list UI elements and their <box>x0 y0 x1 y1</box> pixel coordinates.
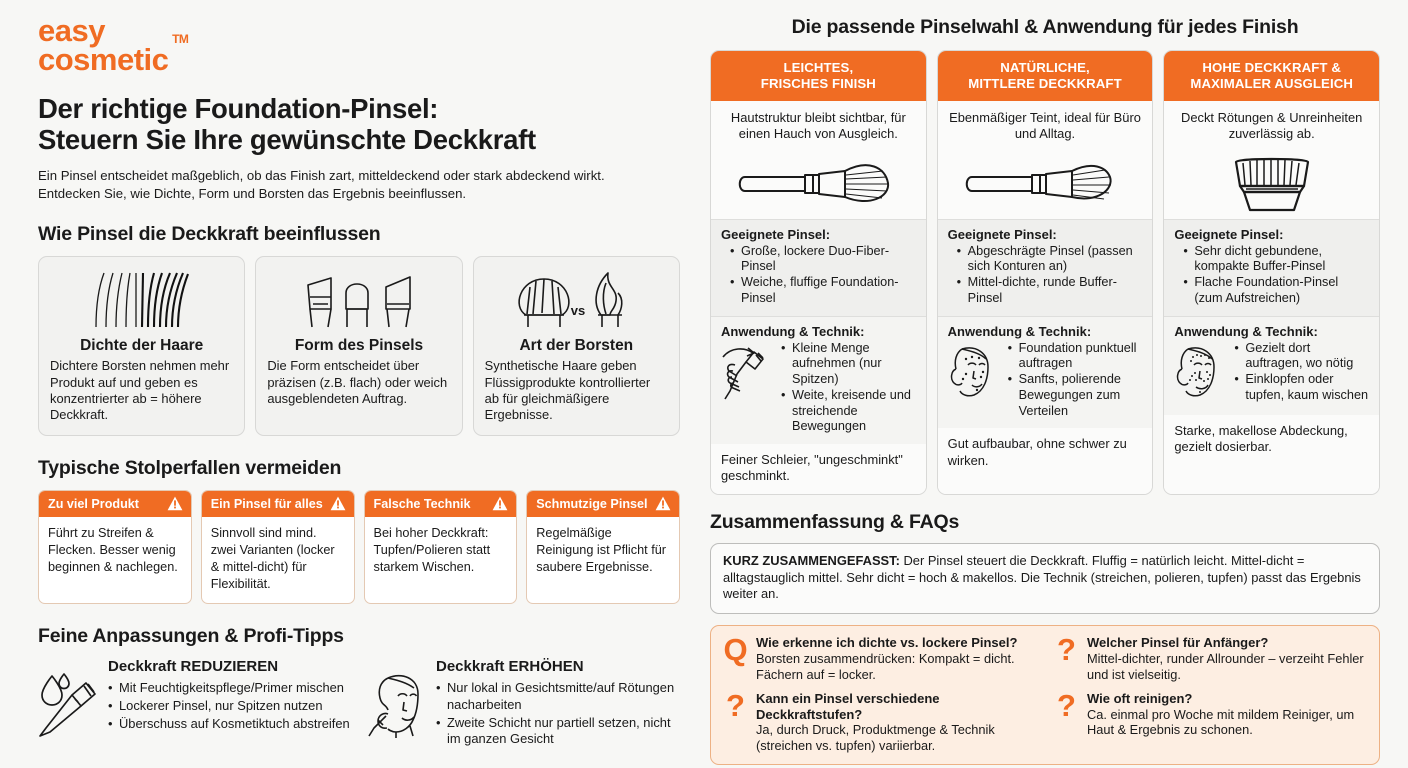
tip-reduce <box>38 658 352 749</box>
influence-card-bristle-type <box>473 256 680 436</box>
brush-item: • Abgeschrägte Pinsel (passen sich Konturen an) <box>957 244 1143 276</box>
finish-footer: Gut aufbaubar, ohne schwer zu wirken. <box>938 428 1153 493</box>
pitfall-title: Ein Pinsel für alles <box>210 496 323 511</box>
pitfall-card <box>201 490 355 604</box>
vs-label: vs <box>571 303 586 319</box>
finish-head-line-1: HOHE DECKKRAFT & <box>1202 60 1341 75</box>
technique-item: • Foundation punktuell auftragen <box>1008 341 1143 373</box>
finish-card-medium <box>937 50 1154 495</box>
faq-question: Wie erkenne ich dichte vs. lockere Pinsel? <box>756 635 1018 651</box>
technique-item: • Kleine Menge aufnehmen (nur Spitzen) <box>781 341 916 388</box>
tip-title: Deckkraft REDUZIEREN <box>108 658 279 675</box>
faq-item <box>1054 632 1367 682</box>
bristle-density-icon <box>50 267 233 329</box>
question-mark-icon: Q <box>723 632 748 668</box>
finish-subtitle: Deckt Rötungen & Unreinheiten zuverlässig ab. <box>1181 110 1363 142</box>
page-title-line-1: Der richtige Foundation-Pinsel: <box>38 93 439 125</box>
summary-box <box>710 543 1380 615</box>
technique-list <box>999 341 1143 420</box>
tips-row <box>38 658 680 749</box>
faq-question: Wie oft reinigen? <box>1087 691 1193 707</box>
technique-item: • Einklopfen oder tupfen, kaum wischen <box>1234 372 1369 404</box>
finish-subtitle: Hautstruktur bleibt sichtbar, für einen Hauch von Ausgleich. <box>730 110 906 142</box>
pitfall-title: Schmutzige Pinsel <box>536 496 648 511</box>
brushes-label: Geeignete Pinsel: <box>1174 226 1284 242</box>
finish-footer: Starke, makellose Abdeckung, gezielt dosierbar. <box>1164 415 1379 494</box>
pitfall-text: Regelmäßige Reinigung ist Pflicht für saubere Ergebnisse. <box>536 526 667 575</box>
finish-brushes-block <box>938 219 1153 316</box>
warning-triangle-icon <box>330 496 346 511</box>
tip-title: Deckkraft ERHÖHEN <box>436 658 584 675</box>
tip-bullet: • Mit Feuchtigkeitspflege/Primer mischen <box>108 680 350 697</box>
question-mark-icon: ? <box>1057 688 1076 724</box>
pitfalls-row <box>38 490 680 604</box>
pitfall-header <box>39 491 191 517</box>
brush-item: • Mittel-dichte, runde Buffer-Pinsel <box>957 275 1143 307</box>
technique-label: Anwendung & Technik: <box>721 323 865 339</box>
fluffy-brush-icon <box>711 147 926 219</box>
finish-technique-block <box>711 316 926 445</box>
technique-item: • Sanfts, polierende Bewegungen zum Verteilen <box>1008 372 1143 419</box>
finish-head-line-2: MITTLERE DECKKRAFT <box>968 75 1122 91</box>
tip-bullet: • Überschuss auf Kosmetiktuch abstreifen <box>108 716 350 733</box>
influence-card-title: Art der Borsten <box>519 337 634 355</box>
finish-head-line-2: MAXIMALER AUSGLEICH <box>1190 75 1353 91</box>
brushes-list <box>1174 244 1369 307</box>
tip-bullet: • Lockerer Pinsel, nur Spitzen nutzen <box>108 698 350 715</box>
pitfall-text: Bei hoher Deckkraft: Tupfen/Polieren statt starkem Wischen. <box>373 526 491 575</box>
brush-item: • Große, lockere Duo-Fiber-Pinsel <box>730 244 916 276</box>
finish-brushes-block <box>711 219 926 316</box>
pitfall-text: Sinnvoll sind mind. zwei Varianten (locker & mittel-dicht) für Flexibilität. <box>210 526 335 592</box>
tip-increase <box>366 658 680 749</box>
influence-card-density <box>38 256 245 436</box>
brush-item: • Sehr dicht gebundene, kompakte Buffer-Pinsel <box>1183 244 1369 276</box>
pitfall-header <box>527 491 679 517</box>
droplet-brush-icon <box>38 658 100 745</box>
finish-brushes-block <box>1164 219 1379 316</box>
faq-question: Kann ein Pinsel verschiedene Deckkraftstufen? <box>756 691 940 722</box>
brand-logo <box>38 13 680 78</box>
face-brush-icon <box>366 658 428 747</box>
influence-card-title: Form des Pinsels <box>294 337 424 355</box>
brushes-list <box>721 244 916 307</box>
influence-card-shape <box>255 256 462 436</box>
influence-card-text: Synthetische Haare geben Flüssigprodukte kontrollierter ab für gleichmäßigere Ergebnisse. <box>484 358 651 423</box>
right-column <box>700 0 1408 768</box>
face-blemish-icon <box>1174 341 1220 406</box>
finish-card-header <box>711 51 926 101</box>
question-mark-icon: ? <box>726 688 745 724</box>
influence-card-text: Dichtere Borsten nehmen mehr Produkt auf und geben es konzentrierter ab = höhere Deckkraft. <box>50 358 230 423</box>
faq-column-right <box>1054 632 1367 753</box>
finish-head-line-1: NATÜRLICHE, <box>1000 60 1090 75</box>
faq-question: Welcher Pinsel für Anfänger? <box>1087 635 1269 651</box>
finish-technique-block <box>1164 316 1379 415</box>
finish-card-header <box>938 51 1153 101</box>
faq-answer: Borsten zusammendrücken: Kompakt = dicht. Fächern auf = locker. <box>756 650 1015 682</box>
finish-head-line-2: FRISCHES FINISH <box>760 75 876 91</box>
faq-item <box>723 632 1036 682</box>
pitfall-title: Falsche Technik <box>373 496 471 511</box>
tip-bullets <box>436 680 680 748</box>
pitfall-card <box>38 490 192 604</box>
tip-bullet: • Zweite Schicht nur partiell setzen, nicht im ganzen Gesicht <box>436 715 680 749</box>
pitfall-card <box>364 490 518 604</box>
warning-triangle-icon <box>167 496 183 511</box>
influence-heading: Wie Pinsel die Deckkraft beeinflussen <box>38 223 381 246</box>
pitfall-header <box>365 491 517 517</box>
hand-brush-sweep-icon <box>721 341 767 406</box>
finish-card-light <box>710 50 927 495</box>
trademark-symbol: TM <box>172 32 189 46</box>
angled-brush-icon <box>938 147 1153 219</box>
technique-list <box>1225 341 1369 404</box>
influence-card-title: Dichte der Haare <box>80 337 204 355</box>
influence-card-row <box>38 256 680 436</box>
summary-text: Der Pinsel steuert die Deckkraft. Fluffig = natürlich leicht. Mittel-dicht = alltagstauglich mittel. Sehr dicht = hoch & makellos. Die Technik (streichen, polieren, tupfen) passt das Ergebnis weiter an. <box>723 552 1361 602</box>
brush-item: • Weiche, fluffige Foundation-Pinsel <box>730 275 916 307</box>
brand-line-2: cosmetic <box>38 42 169 78</box>
finish-footer: Feiner Schleier, "ungeschminkt" geschminkt. <box>711 444 926 494</box>
pitfall-text: Führt zu Streifen & Flecken. Besser wenig beginnen & nachlegen. <box>48 526 178 575</box>
technique-item: • Gezielt dort auftragen, wo nötig <box>1234 341 1369 373</box>
face-dots-icon <box>948 341 994 406</box>
brush-item: • Flache Foundation-Pinsel (zum Aufstreichen) <box>1183 275 1369 307</box>
page-title <box>38 93 680 156</box>
summary-heading: Zusammenfassung & FAQs <box>710 510 960 533</box>
warning-triangle-icon <box>655 496 671 511</box>
brush-shapes-icon <box>267 267 450 329</box>
intro-paragraph: Ein Pinsel entscheidet maßgeblich, ob das Finish zart, mitteldeckend oder stark abdeckend wirkt. Entdecken Sie, wie Dichte, Form und Borsten das Ergebnis beeinflussen. <box>38 167 605 201</box>
influence-card-text: Die Form entscheidet über präzisen (z.B. flach) oder weich ausgeblendeten Auftrag. <box>267 358 448 406</box>
faq-box <box>710 625 1380 764</box>
finish-card-high <box>1163 50 1380 495</box>
tip-bullet: • Nur lokal in Gesichtsmitte/auf Rötungen nacharbeiten <box>436 680 680 714</box>
page-title-line-2: Steuern Sie Ihre gewünschte Deckkraft <box>38 124 536 156</box>
brushes-list <box>948 244 1143 307</box>
pitfall-title: Zu viel Produkt <box>48 496 139 511</box>
tip-bullets <box>108 680 350 732</box>
question-mark-icon: ? <box>1057 632 1076 668</box>
faq-answer: Mittel-dichter, runder Allrounder – verzeiht Fehler und ist vielseitig. <box>1087 650 1364 682</box>
technique-label: Anwendung & Technik: <box>947 323 1092 339</box>
technique-list <box>772 341 916 436</box>
left-column <box>0 0 700 768</box>
finish-head-line-1: LEICHTES, <box>783 60 854 75</box>
brushes-label: Geeignete Pinsel: <box>721 226 831 242</box>
pitfall-header <box>202 491 354 517</box>
finish-subtitle: Ebenmäßiger Teint, ideal für Büro und Alltag. <box>949 110 1141 142</box>
faq-column-left <box>723 632 1036 753</box>
brushes-label: Geeignete Pinsel: <box>947 226 1057 242</box>
technique-label: Anwendung & Technik: <box>1174 323 1318 339</box>
faq-item <box>723 688 1036 753</box>
finish-card-header <box>1164 51 1379 101</box>
tips-heading: Feine Anpassungen & Profi-Tipps <box>38 625 344 647</box>
finish-technique-block <box>938 316 1153 429</box>
faq-answer: Ja, durch Druck, Produktmenge & Technik (streichen vs. tupfen) variierbar. <box>756 722 995 753</box>
finishes-heading: Die passende Pinselwahl & Anwendung für jedes Finish <box>791 16 1299 38</box>
technique-item: • Weite, kreisende und streichende Bewegungen <box>781 388 916 435</box>
finish-card-row <box>710 50 1380 495</box>
warning-triangle-icon <box>492 496 508 511</box>
bristle-type-icon <box>485 267 668 329</box>
dense-buffer-brush-icon <box>1164 147 1379 219</box>
pitfall-card <box>526 490 680 604</box>
faq-item <box>1054 688 1367 738</box>
summary-label: KURZ ZUSAMMENGEFASST: <box>723 552 900 568</box>
faq-answer: Ca. einmal pro Woche mit mildem Reiniger, um Haut & Ergebnis zu schonen. <box>1087 706 1355 738</box>
pitfalls-heading: Typische Stolperfallen vermeiden <box>38 457 342 480</box>
brand-line-1: easy <box>38 13 105 48</box>
